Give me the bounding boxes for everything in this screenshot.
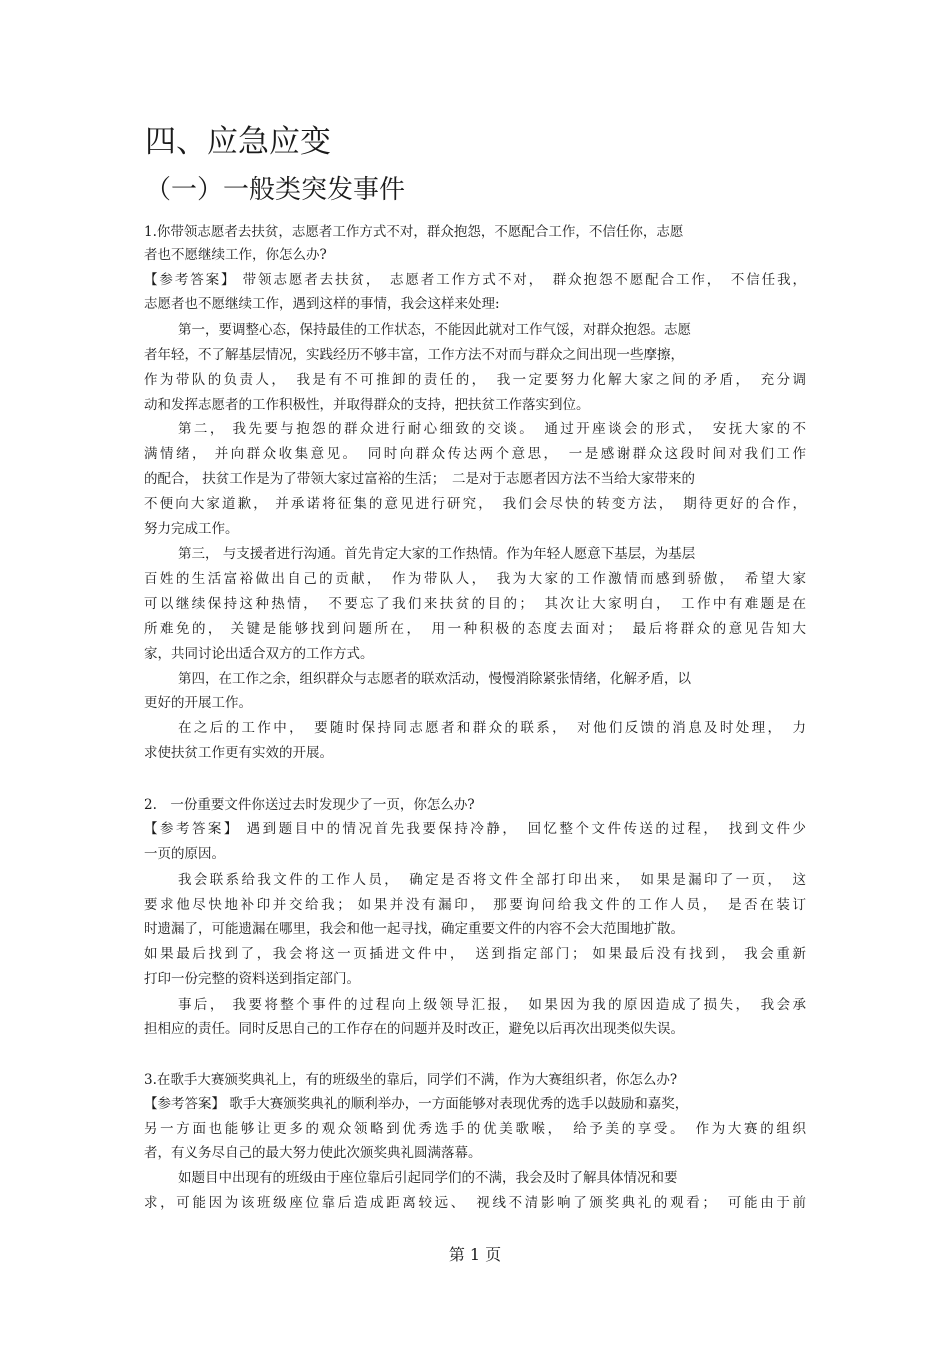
paragraph-line: 在之后的工作中， 要随时保持同志愿者和群众的联系， 对他们反馈的消息及时处理， 力 bbox=[178, 720, 806, 736]
answer-line: 志愿者也不愿继续工作，遇到这样的事情，我会这样来处理: bbox=[144, 296, 500, 312]
answer-line: 者，有义务尽自己的最大努力使此次颁奖典礼圆满落幕。 bbox=[144, 1145, 482, 1161]
answer-line: 一页的原因。 bbox=[144, 846, 225, 862]
question-line: 者也不愿继续工作，你怎么办? bbox=[144, 247, 327, 263]
answer-line: 【参考答案】 歌手大赛颁奖典礼的顺利举办，一方面能够对表现优秀的选手以鼓励和嘉奖， bbox=[144, 1096, 689, 1112]
paragraph-line: 动和发挥志愿者的工作积极性，并取得群众的支持，把扶贫工作落实到位。 bbox=[144, 397, 590, 413]
paragraph-line: 家，共同讨论出适合双方的工作方式。 bbox=[144, 646, 374, 662]
paragraph-line: 满情绪， 并向群众收集意见。 同时向群众传达两个意思， 一是感谢群众这段时间对我们工作 bbox=[144, 446, 806, 462]
paragraph-line: 所难免的， 关键是能够找到问题所在， 用一种积极的态度去面对； 最后将群众的意见告知大 bbox=[144, 621, 806, 637]
paragraph-line: 第三， 与支援者进行沟通。首先肯定大家的工作热情。作为年轻人愿意下基层，为基层 bbox=[178, 546, 696, 562]
section-heading: 四、应急应变 bbox=[145, 124, 331, 160]
paragraph-line: 更好的开展工作。 bbox=[144, 695, 252, 711]
paragraph-line: 的配合， 扶贫工作是为了带领大家过富裕的生活； 二是对于志愿者因方法不当给大家带来的 bbox=[144, 471, 696, 487]
paragraph-line: 时遗漏了，可能遗漏在哪里，我会和他一起寻找，确定重要文件的内容不会大范围地扩散。 bbox=[144, 921, 684, 937]
question-line: 3.在歌手大赛颁奖典礼上，有的班级坐的靠后，同学们不满，作为大赛组织者，你怎么办? bbox=[144, 1072, 678, 1088]
paragraph-line: 要求他尽快地补印并交给我； 如果并没有漏印， 那要询问给我文件的工作人员， 是否在装订 bbox=[144, 897, 806, 913]
paragraph-line: 如题目中出现有的班级由于座位靠后引起同学们的不满，我会及时了解具体情况和要 bbox=[178, 1170, 678, 1186]
paragraph-line: 第二， 我先要与抱怨的群众进行耐心细致的交谈。 通过开座谈会的形式， 安抚大家的不 bbox=[178, 421, 806, 437]
paragraph-line: 努力完成工作。 bbox=[144, 521, 239, 537]
paragraph-line: 求使扶贫工作更有实效的开展。 bbox=[144, 745, 333, 761]
paragraph-line: 百姓的生活富裕做出自己的贡献， 作为带队人， 我为大家的工作激情而感到骄傲， 希望大家 bbox=[144, 571, 806, 587]
paragraph-line: 我会联系给我文件的工作人员， 确定是否将文件全部打印出来， 如果是漏印了一页， 这 bbox=[178, 872, 806, 888]
paragraph-line: 担相应的责任。同时反思自己的工作存在的问题并及时改正，避免以后再次出现类似失误。 bbox=[144, 1021, 684, 1037]
subsection-heading: （一）一般类突发事件 bbox=[145, 175, 406, 205]
question-line: 2. 一份重要文件你送过去时发现少了一页，你怎么办? bbox=[144, 797, 475, 813]
paragraph-line: 可以继续保持这种热情， 不要忘了我们来扶贫的目的； 其次让大家明白， 工作中有难题是在 bbox=[144, 596, 806, 612]
question-line: 1.你带领志愿者去扶贫，志愿者工作方式不对，群众抱怨，不愿配合工作，不信任你，志愿 bbox=[144, 224, 684, 240]
paragraph-line: 不便向大家道歉， 并承诺将征集的意见进行研究， 我们会尽快的转变方法， 期待更好的合作， bbox=[144, 496, 806, 512]
page-number: 第 1 页 bbox=[448, 1245, 502, 1264]
paragraph-line: 者年轻，不了解基层情况，实践经历不够丰富，工作方法不对而与群众之间出现一些摩擦， bbox=[144, 347, 684, 363]
paragraph-line: 第一，要调整心态，保持最佳的工作状态，不能因此就对工作气馁，对群众抱怨。志愿 bbox=[178, 322, 691, 338]
paragraph-line: 如果最后找到了，我会将这一页插进文件中， 送到指定部门； 如果最后没有找到， 我会重新 bbox=[144, 946, 806, 962]
paragraph-line: 求，可能因为该班级座位靠后造成距离较远、 视线不清影响了颁奖典礼的观看； 可能由于前 bbox=[144, 1195, 806, 1211]
paragraph-line: 打印一份完整的资料送到指定部门。 bbox=[144, 971, 360, 987]
answer-line: 【参考答案】 带领志愿者去扶贫， 志愿者工作方式不对， 群众抱怨不愿配合工作， 不信任我， bbox=[144, 272, 806, 288]
paragraph-line: 事后， 我要将整个事件的过程向上级领导汇报， 如果因为我的原因造成了损失， 我会承 bbox=[178, 997, 806, 1013]
answer-line: 【参考答案】 遇到题目中的情况首先我要保持冷静， 回忆整个文件传送的过程， 找到文件少 bbox=[144, 821, 806, 837]
answer-line: 另一方面也能够让更多的观众领略到优秀选手的优美歌喉， 给予美的享受。 作为大赛的组织 bbox=[144, 1121, 806, 1137]
paragraph-line: 第四，在工作之余，组织群众与志愿者的联欢活动，慢慢消除紧张情绪，化解矛盾，以 bbox=[178, 671, 691, 687]
paragraph-line: 作为带队的负责人， 我是有不可推卸的责任的， 我一定要努力化解大家之间的矛盾， 充分调 bbox=[144, 372, 806, 388]
